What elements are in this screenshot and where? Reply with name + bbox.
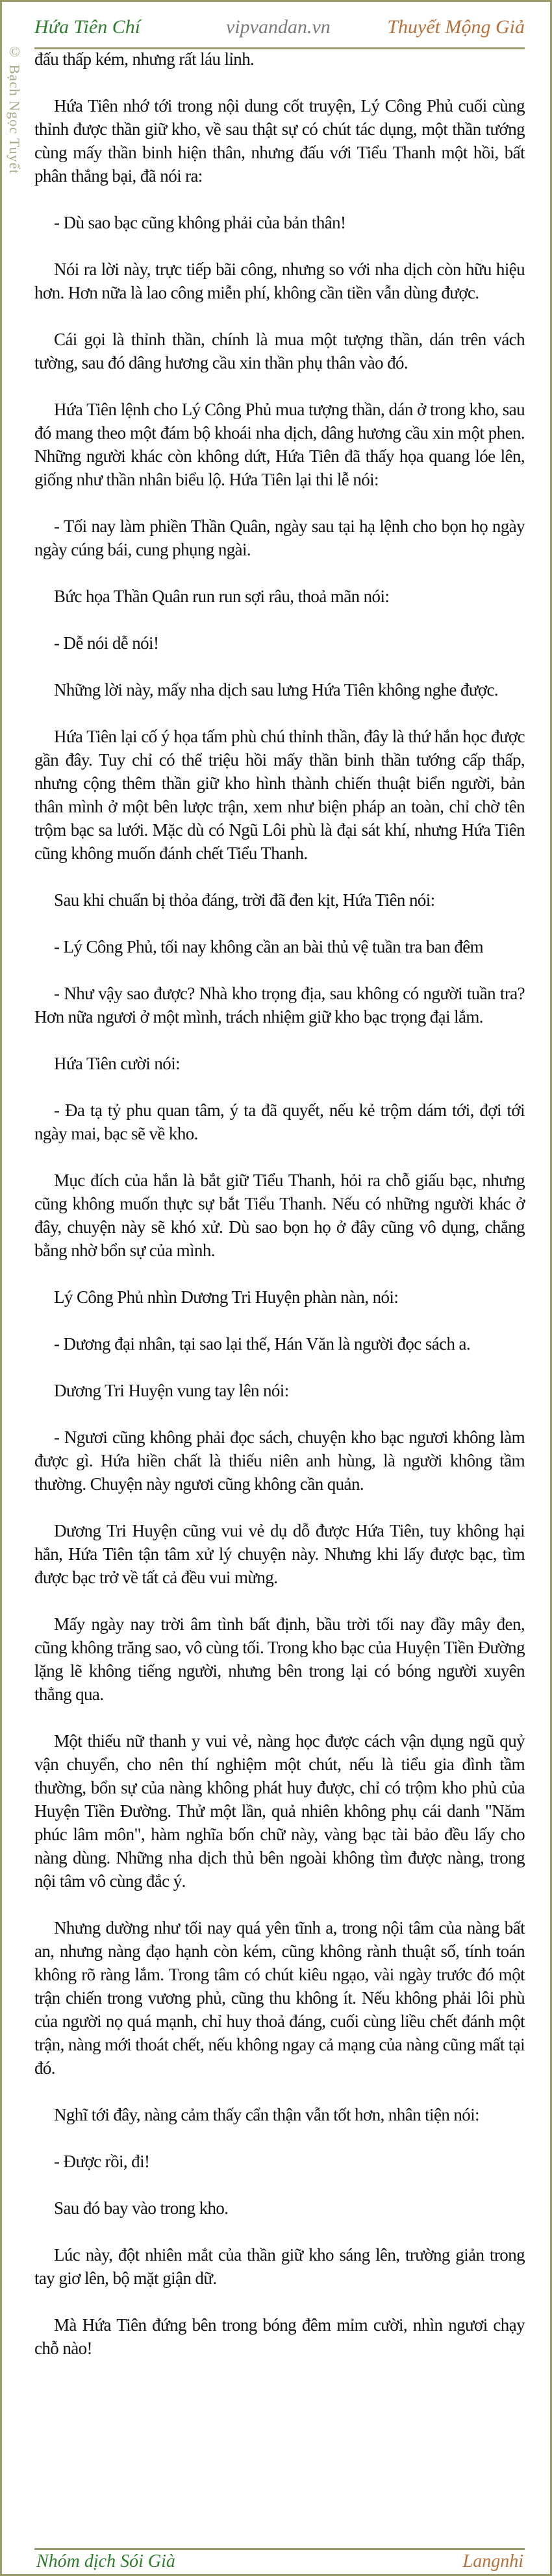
paragraph: đấu thấp kém, nhưng rất láu lỉnh.	[34, 49, 255, 69]
dialogue-line: - Tối nay làm phiền Thần Quân, ngày sau tại hạ lệnh cho bọn họ ngày ngày cúng bái, cung phụng ngài.	[34, 516, 525, 559]
book-title: Hứa Tiên Chí	[34, 16, 141, 38]
dialogue-line: - Lý Công Phủ, tối nay không cần an bài thủ vệ tuần tra ban đêm	[54, 937, 484, 956]
page-footer	[34, 2548, 525, 2576]
dialogue-line: - Dễ nói dễ nói!	[54, 633, 159, 653]
dialogue-line: - Đa tạ tỷ phu quan tâm, ý ta đã quyết, nếu kẻ trộm dám tới, đợi tới ngày mai, bạc sẽ về kho.	[34, 1100, 525, 1143]
dialogue-line: - Ngươi cũng không phải đọc sách, chuyện kho bạc ngươi không làm được gì. Hứa hiền chất là thiếu niên anh hùng, là người không tầm thường. Chuyện này ngươi cũng không cần quản.	[34, 1428, 525, 1494]
paragraph: Bức họa Thần Quân run run sợi râu, thoả mãn nói:	[54, 587, 390, 606]
dialogue-line: - Như vậy sao được? Nhà kho trọng địa, sau không có người tuần tra? Hơn nữa ngươi ở một mình, trách nhiệm giữ kho bạc trọng đại lắm.	[34, 984, 525, 1027]
paragraph: Sau đó bay vào trong kho.	[54, 2198, 229, 2218]
dialogue-line: - Dù sao bạc cũng không phải của bản thân!	[54, 213, 346, 232]
chapter-body	[34, 47, 525, 2383]
translator-name: Langnhi	[462, 2551, 523, 2571]
paragraph: Những lời này, mấy nha dịch sau lưng Hứa Tiên không nghe được.	[54, 680, 499, 699]
paragraph: Hứa Tiên nhớ tới trong nội dung cốt truyện, Lý Công Phủ cuối cùng thỉnh được thần giữ kho, về sau thật sự có chút tác dụng, một thần tướng cùng mấy thần binh hiện thân, nhưng đấu với Tiểu Thanh một hồi, bất phân thắng bại, đã nói ra:	[34, 96, 525, 186]
paragraph: Nói ra lời này, trực tiếp bãi công, nhưng so với nha dịch còn hữu hiệu hơn. Hơn nữa là lao công miễn phí, không cần tiền vẫn dùng được.	[34, 260, 525, 302]
paragraph: Dương Tri Huyện vung tay lên nói:	[54, 1381, 289, 1400]
site-name: vipvandan.vn	[226, 16, 331, 38]
paragraph: Một thiếu nữ thanh y vui vẻ, nàng học được cách vận dụng ngũ quỷ vận chuyển, cho nên thí nghiệm một chút, nếu là tiểu gia đình tầm thường, bổn sự của nàng không phát huy được, chỉ có trộm kho phủ của Huyện Tiền Đường. Thử một lần, quả nhiên không phụ cái danh "Năm phúc lâm môn", hàm nghĩa bốn chữ này, vàng bạc tài bảo đều lấy cho nàng dùng. Những nha dịch thủ bên ngoài không tìm được nàng, trong nội tâm vô cùng đắc ý.	[34, 1731, 525, 1891]
author-name: Thuyết Mộng Giả	[387, 16, 525, 38]
paragraph: Hứa Tiên lại cố ý họa tấm phù chú thỉnh thần, đây là thứ hắn học được gần đây. Tuy chỉ có thể triệu hồi mấy thần binh thần tướng cấp thấp, nhưng cộng thêm thần giữ kho hình thành chiến thuật biển người, bản thân mình ở một bên lược trận, xem như biện pháp an toàn, chỉ chờ tên trộm bạc sa lưới. Mặc dù có Ngũ Lôi phù là đại sát khí, nhưng Hứa Tiên cũng không muốn đánh chết Tiểu Thanh.	[34, 727, 525, 863]
paragraph: Mục đích của hắn là bắt giữ Tiểu Thanh, hỏi ra chỗ giấu bạc, nhưng cũng không muốn thực sự bắt Tiểu Thanh. Nếu có những người khác ở đây, chuyện này sẽ khó xử. Dù sao bọn họ ở đây cũng vô dụng, chẳng bằng nhờ bổn sự của mình.	[34, 1171, 525, 1260]
translator-group: Nhóm dịch Sói Già	[36, 2551, 175, 2571]
paragraph: Cái gọi là thỉnh thần, chính là mua một tượng thần, dán trên vách tường, sau đó dâng hương cầu xin thần phụ thân vào đó.	[34, 330, 525, 372]
paragraph: Dương Tri Huyện cũng vui vẻ dụ dỗ được Hứa Tiên, tuy không hại hắn, Hứa Tiên tận tâm xử lý chuyện này. Nhưng khi lấy được bạc, tìm được bạc trở về tất cả đều vui mừng.	[34, 1521, 525, 1587]
paragraph: Mấy ngày nay trời âm tình bất định, bầu trời tối nay đầy mây đen, cũng không trăng sao, vô cùng tối. Trong kho bạc của Huyện Tiền Đường lặng lẽ không tiếng người, nhưng bên trong lại có bóng người xuyên thẳng qua.	[34, 1614, 525, 1704]
paragraph: Mà Hứa Tiên đứng bên trong bóng đêm mỉm cười, nhìn ngươi chạy chỗ nào!	[34, 2315, 525, 2358]
paragraph: Nhưng dường như tối nay quá yên tĩnh a, trong nội tâm của nàng bất an, nhưng nàng đạo hạnh còn kém, cũng không rành thuật số, tính toán không rõ ràng lắm. Trong tâm có chút kiêu ngạo, vài ngày trước đó một trận chiến trong vương phủ, cũng thu không ít. Nếu không phải lôi phù của người nọ quá mạnh, chỉ huy thoả đáng, cuối cùng liều chết đánh một trận, nàng mới thoát chết, nếu không ngay cả mạng của nàng cũng mất tại đó.	[34, 1918, 525, 2078]
dialogue-line: - Dương đại nhân, tại sao lại thế, Hán Văn là người đọc sách a.	[54, 1334, 471, 1354]
paragraph: Nghĩ tới đây, nàng cảm thấy cẩn thận vẫn tốt hơn, nhân tiện nói:	[54, 2105, 479, 2124]
paragraph: Hứa Tiên cười nói:	[54, 1054, 181, 1073]
paragraph: Hứa Tiên lệnh cho Lý Công Phủ mua tượng thần, dán ở trong kho, sau đó mang theo một đám bộ khoái nha dịch, dâng hương cầu xin một phen. Những người khác còn không dứt, Hứa Tiên đã thấy họa quang lóe lên, giống như thần nhân biểu lộ. Hứa Tiên lại thi lễ nói:	[34, 400, 525, 489]
paragraph: Sau khi chuẩn bị thỏa đáng, trời đã đen kịt, Hứa Tiên nói:	[54, 890, 435, 910]
dialogue-line: - Được rồi, đi!	[54, 2152, 150, 2171]
paragraph: Lúc này, đột nhiên mắt của thần giữ kho sáng lên, trường giản trong tay giơ lên, bộ mặt giận dữ.	[34, 2245, 525, 2288]
copyright-watermark: © Bạch Ngọc Tuyết	[6, 43, 23, 175]
page-header	[34, 6, 525, 49]
paragraph: Lý Công Phủ nhìn Dương Tri Huyện phàn nàn, nói:	[54, 1287, 399, 1307]
